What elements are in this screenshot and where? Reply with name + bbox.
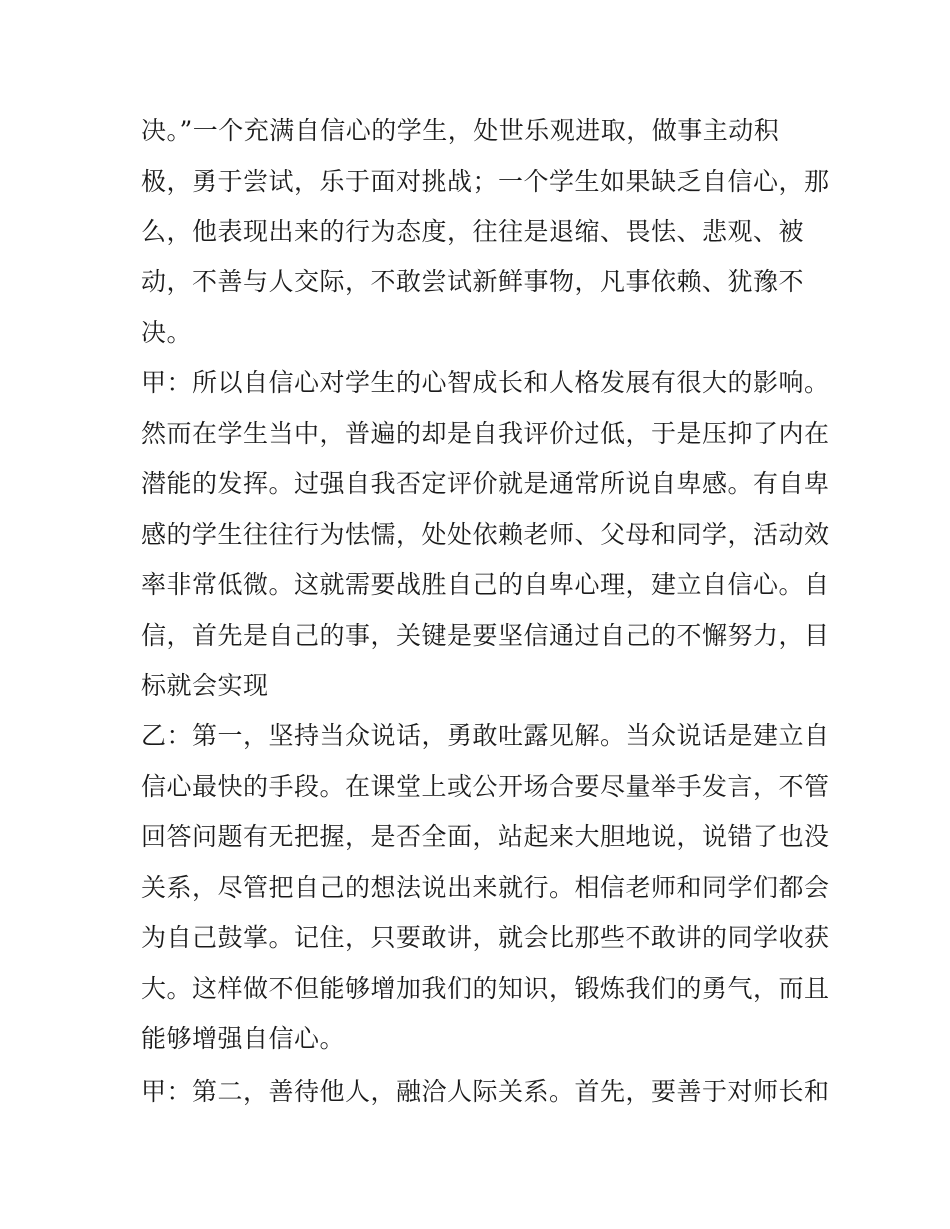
text-line: 大。这样做不但能够增加我们的知识，锻炼我们的勇气，而且 (141, 974, 830, 1003)
text-line: 动，不善与人交际，不敢尝试新鲜事物，凡事依赖、犹豫不 (141, 267, 805, 296)
text-line: 感的学生往往行为怯懦，处处依赖老师、父母和同学，活动效 (141, 520, 830, 549)
speaker-paragraph-line: 乙：第一，坚持当众说话，勇敢吐露见解。当众说话是建立自 (141, 721, 830, 750)
text-line: 决。”一个充满自信心的学生，处世乐观进取，做事主动积 (141, 116, 780, 145)
text-line: 然而在学生当中，普遍的却是自我评价过低，于是压抑了内在 (141, 419, 830, 448)
text-line: 标就会实现 (141, 671, 269, 700)
text-line: 极，勇于尝试，乐于面对挑战；一个学生如果缺乏自信心，那 (141, 167, 830, 196)
text-line: 么，他表现出来的行为态度，往往是退缩、畏怯、悲观、被 (141, 217, 805, 246)
text-line: 信心最快的手段。在课堂上或公开场合要尽量举手发言，不管 (141, 772, 830, 801)
text-line: 决。 (141, 318, 193, 347)
text-line: 潜能的发挥。过强自我否定评价就是通常所说自卑感。有自卑 (141, 469, 830, 498)
text-line: 能够增强自信心。 (141, 1024, 346, 1053)
text-line: 信，首先是自己的事，关键是要坚信通过自己的不懈努力，目 (141, 621, 830, 650)
speaker-paragraph-line: 甲：所以自信心对学生的心智成长和人格发展有很大的影响。 (141, 368, 830, 397)
text-line: 回答问题有无把握，是否全面，站起来大胆地说，说错了也没 (141, 822, 830, 851)
speaker-paragraph-line: 甲：第二，善待他人，融洽人际关系。首先，要善于对师长和 (141, 1077, 830, 1106)
text-line: 关系，尽管把自己的想法说出来就行。相信老师和同学们都会 (141, 873, 830, 902)
text-line: 率非常低微。这就需要战胜自己的自卑心理，建立自信心。自 (141, 570, 830, 599)
text-line: 为自己鼓掌。记住，只要敢讲，就会比那些不敢讲的同学收获 (141, 923, 830, 952)
